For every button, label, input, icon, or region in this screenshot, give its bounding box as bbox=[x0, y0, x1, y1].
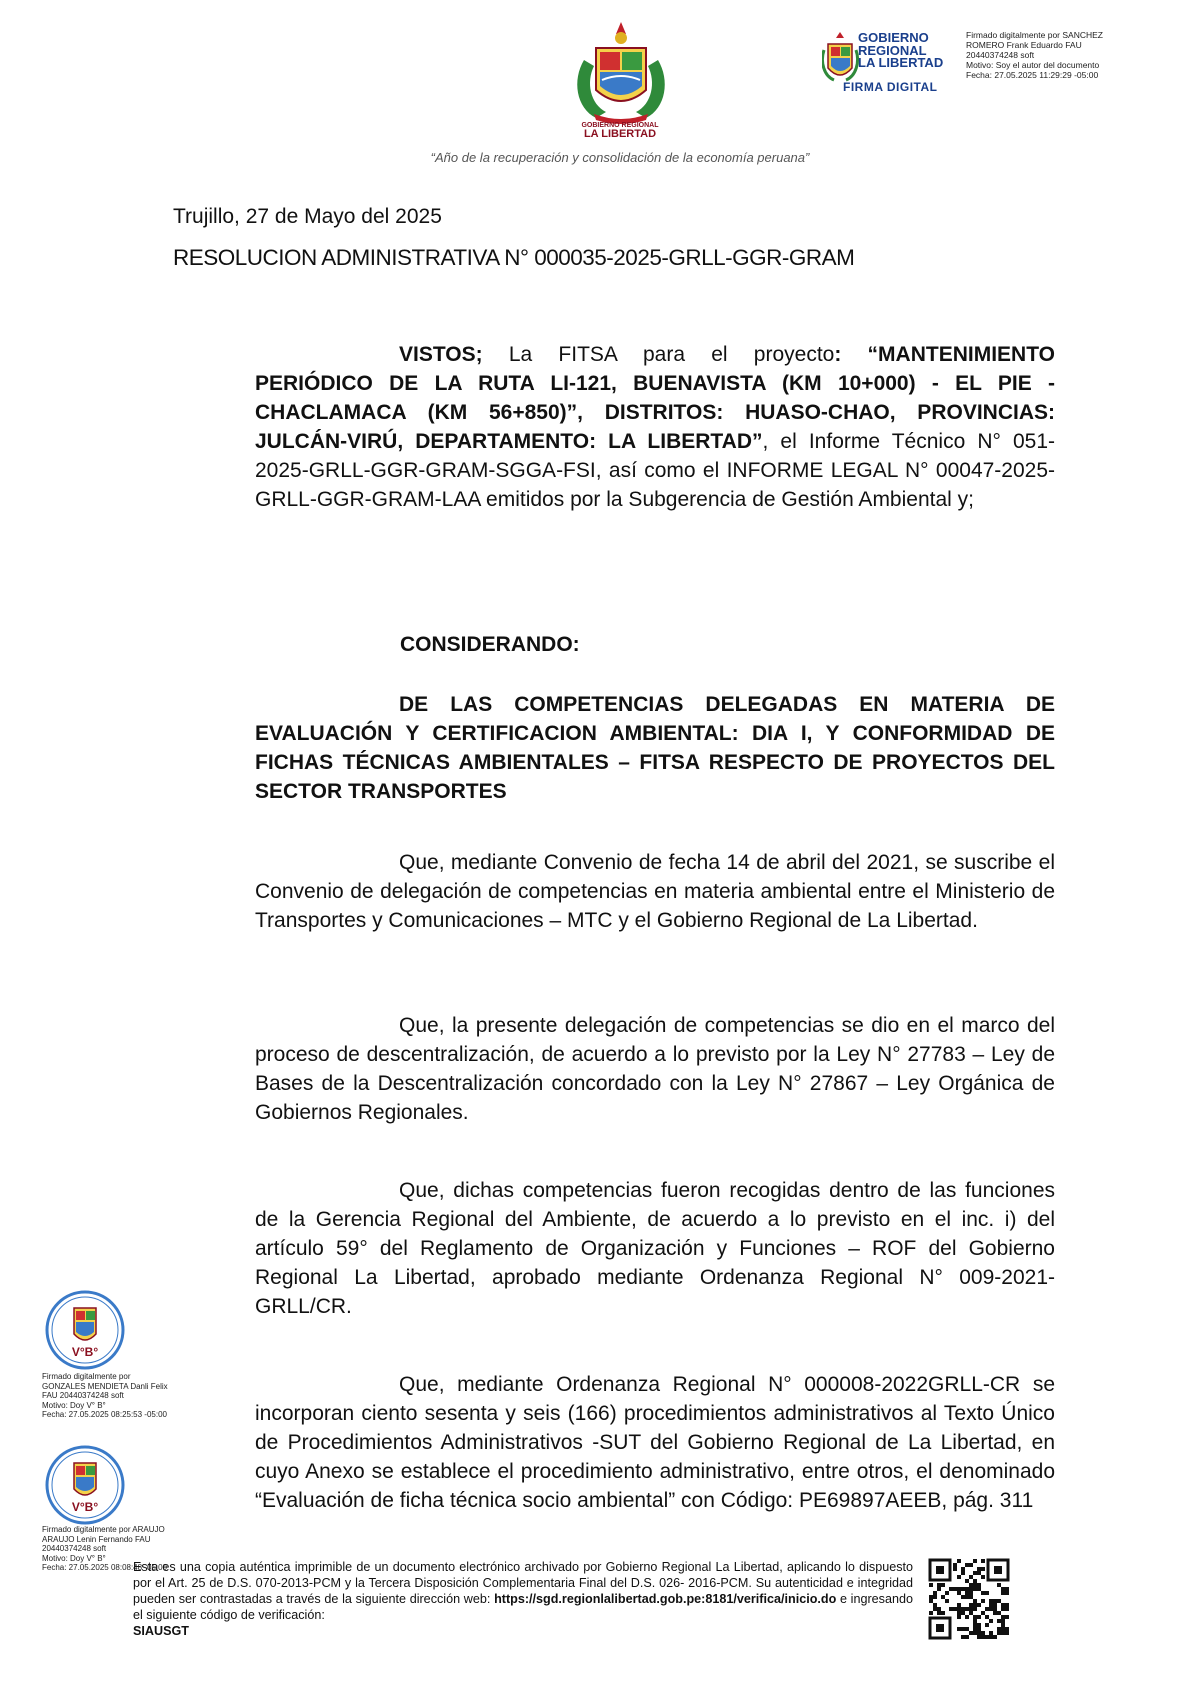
firma-digital-label: FIRMA DIGITAL bbox=[843, 80, 938, 94]
paragraph-text: Que, dichas competencias fueron recogidas dentro de las funciones de la Gerencia Regional del Ambiente, de acuerdo a lo previsto en el inc. i) del artículo 59° del Reglamento de Organización y Funciones – ROF del Gobierno Regional La Libertad, aprobado mediante Ordenanza Regional N° 009-2021-GRLL/CR. bbox=[255, 1179, 1055, 1318]
qr-module bbox=[941, 1595, 945, 1599]
margin-signature-line: Firmado digitalmente por bbox=[42, 1372, 131, 1381]
qr-module bbox=[985, 1615, 989, 1619]
qr-module bbox=[969, 1587, 973, 1591]
margin-signature-line: GONZALES MENDIETA Danli Felix bbox=[42, 1381, 168, 1391]
date-line: Trujillo, 27 de Mayo del 2025 bbox=[173, 205, 442, 228]
qr-module bbox=[997, 1631, 1001, 1635]
qr-module bbox=[1005, 1627, 1009, 1631]
qr-module bbox=[965, 1563, 969, 1567]
qr-module bbox=[949, 1607, 953, 1611]
document-title: RESOLUCION ADMINISTRATIVA N° 000035-2025-GRLL-GGR-GRAM bbox=[173, 245, 855, 270]
qr-module bbox=[941, 1583, 945, 1587]
qr-module bbox=[953, 1587, 957, 1591]
qr-module bbox=[961, 1627, 965, 1631]
vistos-text-c: , el Informe Técnico N° 051-2025-GRLL-GGR-GRAM-SGGA-FSI, así como el INFORME LEGAL N° 00047-2025-GRLL-GGR-GRAM-LAA emitidos por la Subgerencia de Gestión Ambiental y; bbox=[255, 430, 1055, 511]
signature-line: Motivo: Soy el autor del documento bbox=[966, 60, 1100, 70]
qr-module bbox=[973, 1627, 977, 1631]
vobo-stamp-icon bbox=[40, 1290, 130, 1375]
vistos-project-name: : “MANTENIMIENTO PERIÓDICO DE LA RUTA LI-121, BUENAVISTA (KM 10+000) - EL PIE - CHACLAMACA (KM 56+850)”, DISTRITOS: HUASO-CHAO, PROVINCIAS: JULCÁN-VIRÚ, DEPARTAMENTO: LA LIBERTAD” bbox=[255, 343, 1055, 453]
qr-module bbox=[969, 1583, 973, 1587]
qr-module bbox=[957, 1559, 961, 1563]
qr-module bbox=[969, 1611, 973, 1615]
paragraph bbox=[255, 848, 1055, 935]
qr-module bbox=[997, 1619, 1001, 1623]
digital-signature-info bbox=[966, 30, 1146, 80]
qr-module bbox=[1001, 1619, 1005, 1623]
sig-brand-line1: GOBIERNO bbox=[858, 30, 929, 45]
margin-signature-line: Motivo: Doy V° B° bbox=[42, 1400, 106, 1410]
paragraph bbox=[255, 1370, 1055, 1515]
qr-module bbox=[969, 1595, 973, 1599]
sig-brand-line2: REGIONAL bbox=[858, 42, 927, 58]
qr-module bbox=[989, 1607, 993, 1611]
qr-module bbox=[973, 1599, 977, 1603]
crest-caption bbox=[550, 122, 690, 141]
margin-signature-line: FAU 20440374248 soft bbox=[42, 1391, 124, 1400]
qr-module bbox=[977, 1583, 981, 1587]
qr-module bbox=[981, 1599, 985, 1603]
qr-module bbox=[969, 1591, 973, 1595]
qr-code-icon bbox=[928, 1558, 1010, 1640]
qr-module bbox=[1001, 1591, 1005, 1595]
qr-module bbox=[961, 1611, 965, 1615]
qr-module bbox=[949, 1587, 953, 1591]
qr-module bbox=[957, 1575, 961, 1579]
qr-module bbox=[929, 1599, 933, 1603]
qr-module bbox=[997, 1611, 1001, 1615]
verification-code: SIAUSGT bbox=[133, 1624, 189, 1638]
verification-footer bbox=[133, 1559, 913, 1639]
qr-module bbox=[989, 1603, 993, 1607]
qr-module bbox=[945, 1591, 949, 1595]
qr-module bbox=[937, 1611, 941, 1615]
qr-module bbox=[997, 1627, 1001, 1631]
qr-module bbox=[973, 1571, 977, 1575]
qr-module bbox=[1001, 1603, 1005, 1607]
qr-module bbox=[981, 1631, 985, 1635]
qr-module bbox=[993, 1611, 997, 1615]
qr-module bbox=[977, 1603, 981, 1607]
qr-module bbox=[957, 1607, 961, 1611]
competencias-heading bbox=[255, 690, 1055, 806]
qr-module bbox=[989, 1619, 993, 1623]
signature-line: ROMERO Frank Eduardo FAU bbox=[966, 40, 1082, 50]
qr-module bbox=[965, 1627, 969, 1631]
qr-module bbox=[973, 1607, 977, 1611]
qr-module bbox=[961, 1635, 965, 1639]
paragraph-text: Que, mediante Convenio de fecha 14 de abril del 2021, se suscribe el Convenio de delegación de competencias en materia ambiental entre el Ministerio de Transportes y Comunicaciones – MTC y el Gobierno Regional de La Libertad. bbox=[255, 851, 1055, 932]
qr-module bbox=[997, 1583, 1001, 1587]
qr-module bbox=[929, 1583, 933, 1587]
qr-module bbox=[961, 1587, 965, 1591]
qr-module bbox=[989, 1599, 993, 1603]
qr-module bbox=[985, 1607, 989, 1611]
qr-module bbox=[973, 1587, 977, 1591]
qr-module bbox=[993, 1599, 997, 1603]
signature-line: Firmado digitalmente por SANCHEZ bbox=[966, 30, 1103, 40]
qr-module bbox=[1005, 1587, 1009, 1591]
qr-module bbox=[969, 1603, 973, 1607]
qr-module bbox=[977, 1587, 981, 1591]
qr-module bbox=[961, 1595, 965, 1599]
margin-signature-line: Firmado digitalmente por ARAUJO bbox=[42, 1525, 165, 1534]
qr-module bbox=[969, 1631, 973, 1635]
qr-module bbox=[973, 1603, 977, 1607]
qr-module bbox=[953, 1607, 957, 1611]
qr-module bbox=[993, 1607, 997, 1611]
considerando-heading: CONSIDERANDO: bbox=[400, 633, 580, 656]
qr-module bbox=[969, 1607, 973, 1611]
qr-module bbox=[965, 1607, 969, 1611]
qr-module bbox=[929, 1611, 933, 1615]
qr-module bbox=[977, 1623, 981, 1627]
qr-module bbox=[929, 1595, 933, 1599]
qr-module bbox=[965, 1635, 969, 1639]
qr-module bbox=[977, 1631, 981, 1635]
verification-url[interactable]: https://sgd.regionlalibertad.gob.pe:8181/verifica/inicio.do bbox=[494, 1592, 837, 1606]
qr-module bbox=[1005, 1607, 1009, 1611]
qr-module bbox=[1001, 1607, 1005, 1611]
qr-module bbox=[1005, 1615, 1009, 1619]
margin-signature-line: Fecha: 27.05.2025 08:08:48 -05:00 bbox=[42, 1563, 167, 1572]
qr-module bbox=[981, 1559, 985, 1563]
qr-module bbox=[965, 1591, 969, 1595]
margin-signature-1 bbox=[42, 1372, 192, 1420]
paragraph-text: Que, mediante Ordenanza Regional N° 000008-2022GRLL-CR se incorporan ciento sesenta y seis (166) procedimientos administrativos al Texto Único de Procedimientos Administrativos -SUT del Gobierno Regional de La Libertad, en cuyo Anexo se establece el procedimiento administrativo, entre otros, el denominado “Evaluación de ficha técnica socio ambiental” con Código: PE69897AEEB, pág. 311 bbox=[255, 1373, 1055, 1512]
qr-module bbox=[957, 1627, 961, 1631]
qr-module bbox=[945, 1599, 949, 1603]
qr-module bbox=[977, 1615, 981, 1619]
qr-module bbox=[965, 1615, 969, 1619]
qr-module bbox=[1005, 1603, 1009, 1607]
qr-module bbox=[989, 1635, 993, 1639]
qr-module bbox=[941, 1611, 945, 1615]
qr-module bbox=[1001, 1615, 1005, 1619]
qr-module bbox=[981, 1575, 985, 1579]
qr-module bbox=[957, 1591, 961, 1595]
margin-signature-line: ARAUJO Lenin Fernando FAU bbox=[42, 1534, 151, 1544]
qr-module bbox=[993, 1603, 997, 1607]
qr-module bbox=[937, 1587, 941, 1591]
qr-module bbox=[969, 1563, 973, 1567]
qr-module bbox=[985, 1591, 989, 1595]
qr-module bbox=[957, 1611, 961, 1615]
qr-module bbox=[933, 1595, 937, 1599]
qr-module bbox=[977, 1567, 981, 1571]
signature-line: Fecha: 27.05.2025 11:29:29 -05:00 bbox=[966, 70, 1099, 80]
qr-module bbox=[957, 1615, 961, 1619]
qr-module bbox=[981, 1611, 985, 1615]
year-motto: “Año de la recuperación y consolidación de la economía peruana” bbox=[430, 150, 810, 165]
qr-module bbox=[965, 1595, 969, 1599]
qr-module bbox=[957, 1587, 961, 1591]
sig-brand-line3: LA LIBERTAD bbox=[858, 55, 944, 71]
margin-signature-line: 20440374248 soft bbox=[42, 1544, 107, 1553]
qr-module bbox=[973, 1619, 977, 1623]
crest-caption-line1: GOBIERNO REGIONAL bbox=[581, 122, 659, 129]
qr-module bbox=[961, 1571, 965, 1575]
qr-module bbox=[993, 1635, 997, 1639]
paragraph bbox=[255, 1011, 1055, 1127]
sig-brand bbox=[858, 32, 943, 70]
paragraph bbox=[255, 1176, 1055, 1321]
qr-module bbox=[985, 1623, 989, 1627]
qr-module bbox=[1001, 1587, 1005, 1591]
qr-module bbox=[1001, 1627, 1005, 1631]
qr-module bbox=[981, 1635, 985, 1639]
signature-line: 20440374248 soft bbox=[966, 50, 1035, 60]
vistos-text-a: La FITSA para el proyecto bbox=[482, 343, 835, 366]
qr-module bbox=[977, 1571, 981, 1575]
crest-caption-line2: LA LIBERTAD bbox=[583, 128, 657, 141]
qr-module bbox=[977, 1627, 981, 1631]
qr-module bbox=[969, 1575, 973, 1579]
qr-module bbox=[961, 1567, 965, 1571]
qr-module bbox=[973, 1623, 977, 1627]
competencias-heading-text: DE LAS COMPETENCIAS DELEGADAS EN MATERIA DE EVALUACIÓN Y CERTIFICACION AMBIENTAL: DIA I, Y CONFORMIDAD DE FICHAS TÉCNICAS AMBIENTALES – FITSA RESPECTO DE PROYECTOS DEL SECTOR TRANSPORTES bbox=[255, 693, 1055, 803]
svg-text:V°B°: V°B° bbox=[71, 1500, 99, 1514]
vobo-stamp-icon bbox=[40, 1445, 130, 1530]
qr-module bbox=[997, 1599, 1001, 1603]
qr-module bbox=[973, 1579, 977, 1583]
qr-module bbox=[933, 1607, 937, 1611]
qr-module bbox=[965, 1579, 969, 1583]
qr-module bbox=[957, 1603, 961, 1607]
qr-module bbox=[1001, 1623, 1005, 1627]
qr-module bbox=[937, 1607, 941, 1611]
qr-module bbox=[973, 1583, 977, 1587]
paragraph-text: Que, la presente delegación de competencias se dio en el marco del proceso de descentralización, de acuerdo a lo previsto por la Ley N° 27783 – Ley de Bases de la Descentralización concordado con la Ley N° 27867 – Ley Orgánica de Gobiernos Regionales. bbox=[255, 1014, 1055, 1124]
qr-module bbox=[985, 1635, 989, 1639]
margin-signature-line: Fecha: 27.05.2025 08:25:53 -05:00 bbox=[42, 1410, 167, 1419]
qr-module bbox=[937, 1583, 941, 1587]
qr-module bbox=[933, 1591, 937, 1595]
vistos-paragraph bbox=[255, 340, 1055, 514]
vistos-label: VISTOS; bbox=[399, 343, 483, 366]
footer-text-b: e ingresando el siguiente código de verificación: bbox=[133, 1592, 913, 1622]
regional-crest-icon bbox=[566, 20, 676, 125]
qr-module bbox=[981, 1567, 985, 1571]
qr-module bbox=[981, 1591, 985, 1595]
qr-module bbox=[973, 1615, 977, 1619]
qr-module bbox=[965, 1587, 969, 1591]
footer-text-a: Esta es una copia auténtica imprimible de un documento electrónico archivado por Gobierno Regional La Libertad, aplicando lo dispuesto por el Art. 25 de D.S. 070-2013-PCM y la Tercera Disposición Complementaria Final del D.S. 026- 2016-PCM. Su autenticidad e integridad pueden ser contrastadas a través de la siguiente dirección web: bbox=[133, 1560, 913, 1606]
qr-module bbox=[973, 1631, 977, 1635]
qr-module bbox=[953, 1567, 957, 1571]
qr-module bbox=[953, 1563, 957, 1567]
qr-module bbox=[933, 1603, 937, 1607]
margin-signature-line: Motivo: Doy V° B° bbox=[42, 1553, 106, 1563]
qr-module bbox=[1001, 1631, 1005, 1635]
qr-module bbox=[1005, 1631, 1009, 1635]
qr-module bbox=[989, 1631, 993, 1635]
qr-module bbox=[961, 1607, 965, 1611]
qr-module bbox=[977, 1635, 981, 1639]
qr-module bbox=[973, 1559, 977, 1563]
svg-text:V°B°: V°B° bbox=[71, 1345, 99, 1359]
qr-module bbox=[1005, 1591, 1009, 1595]
